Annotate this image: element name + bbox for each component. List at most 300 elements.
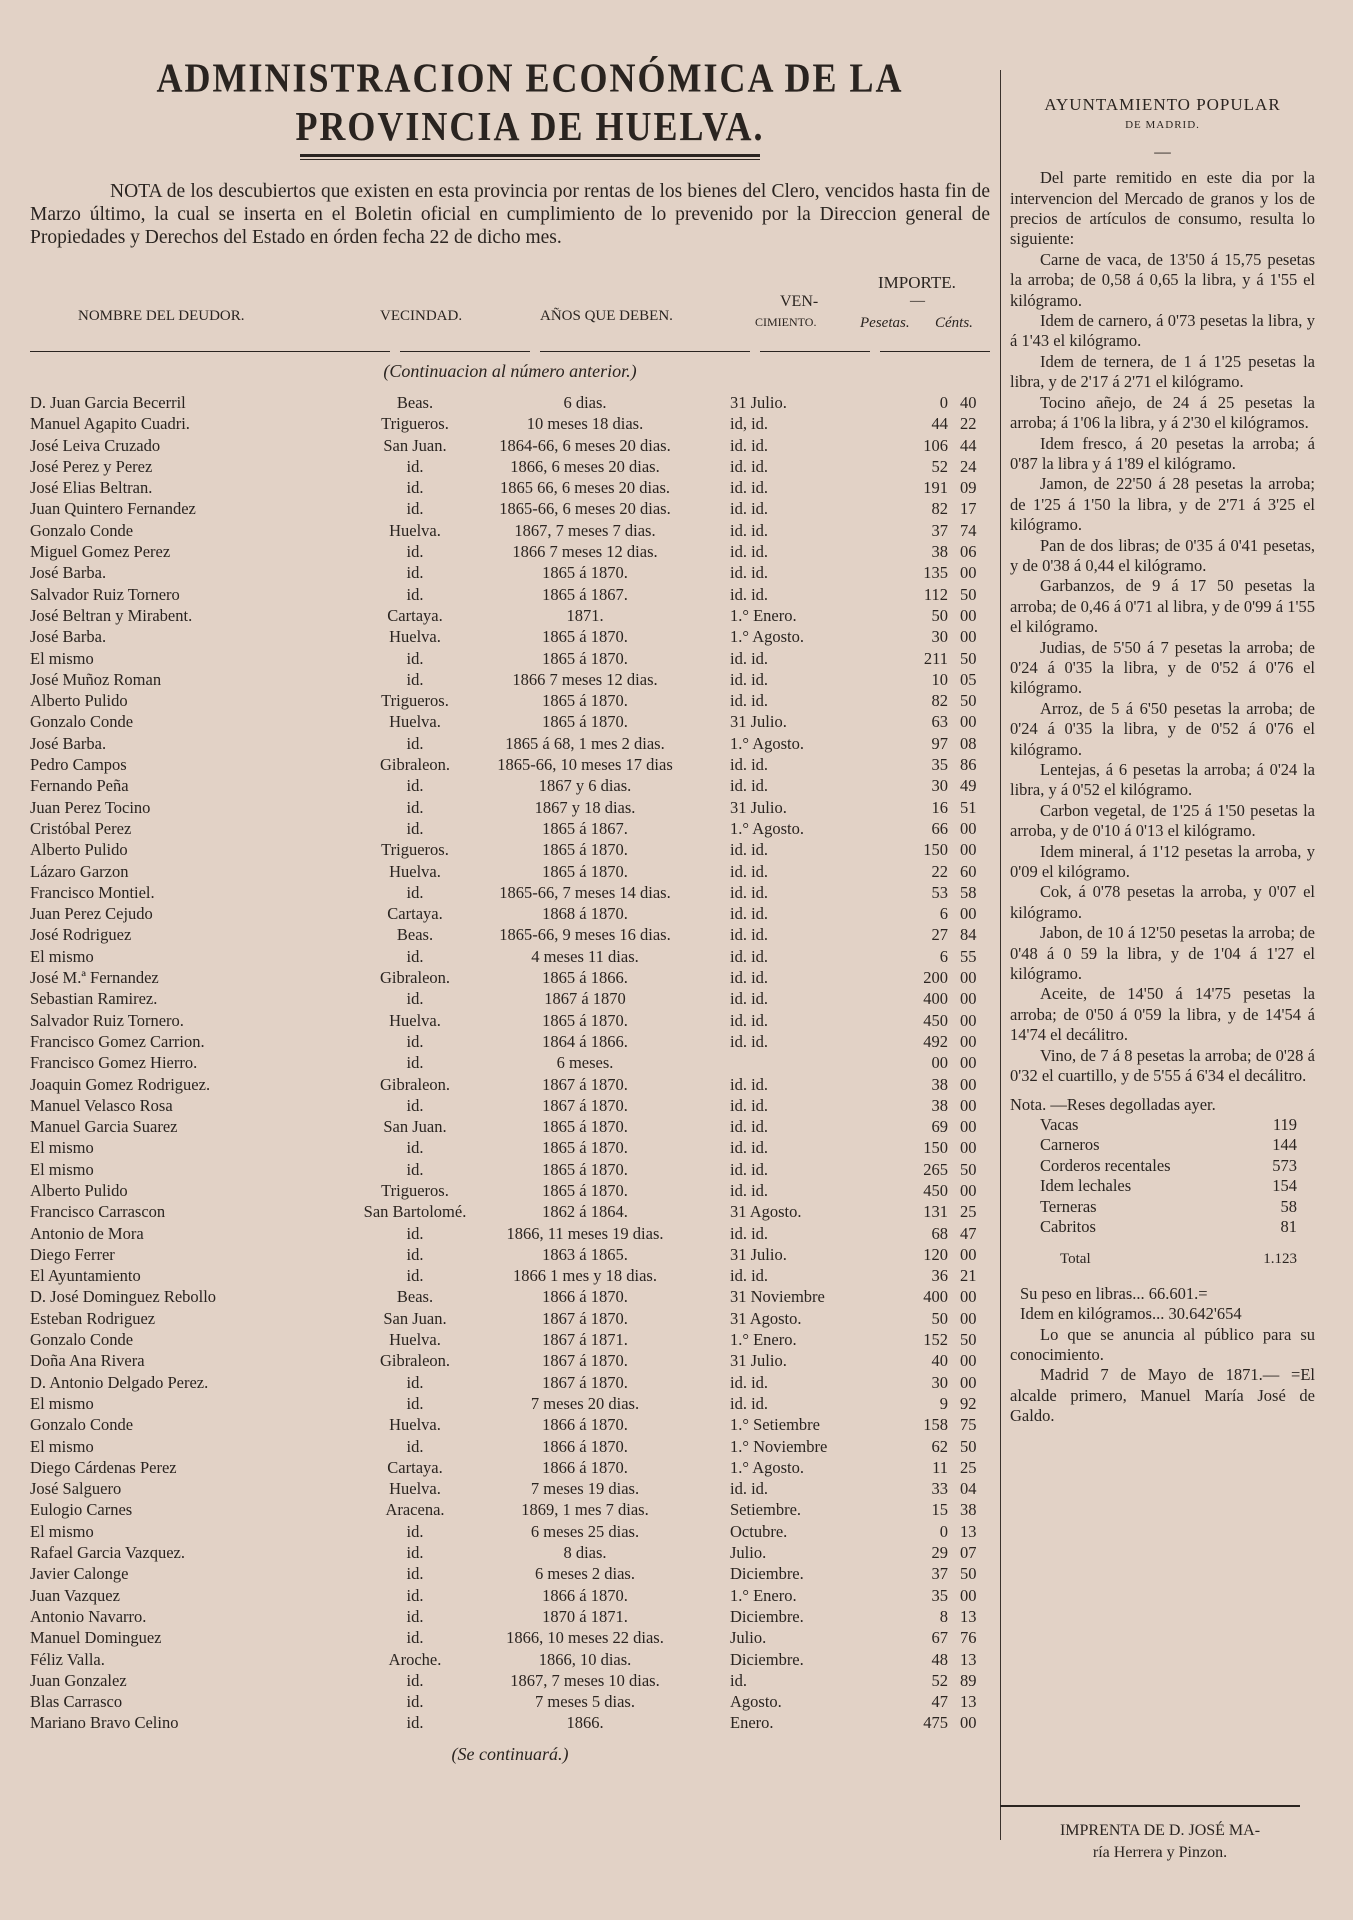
vecindad: Beas. — [396, 393, 434, 412]
debtor-name: Diego Cárdenas Perez — [30, 1457, 177, 1477]
reses-label: Corderos recentales — [1040, 1155, 1171, 1175]
centimos: 07 — [960, 1543, 977, 1563]
debtor-name: D. José Dominguez Rebollo — [30, 1287, 217, 1307]
vencimiento: id. id. — [730, 840, 769, 860]
debtor-name: José Barba. — [30, 563, 107, 583]
anos-que-deben: 1865 á 1870. — [542, 1180, 628, 1200]
debtor-name: Salvador Ruiz Tornero — [30, 584, 180, 604]
pesetas: 211 — [923, 648, 948, 668]
table-row — [30, 1670, 990, 1691]
table-row — [30, 733, 990, 754]
pesetas: 38 — [931, 1074, 948, 1094]
vencimiento: id. — [730, 1670, 747, 1690]
vencimiento: id. id. — [730, 520, 769, 540]
centimos: 00 — [960, 1117, 977, 1137]
table-row — [30, 775, 990, 796]
debtor-name: Gonzalo Conde — [30, 712, 134, 732]
vecindad: Huelva. — [389, 1010, 441, 1030]
centimos: 38 — [960, 1500, 977, 1520]
pesetas: 00 — [931, 1053, 948, 1073]
table-row — [30, 1372, 990, 1393]
imprenta-line-1: IMPRENTA DE D. JOSÉ MA- — [1059, 1822, 1261, 1839]
vencimiento: id. id. — [730, 1479, 769, 1499]
table-row — [30, 1712, 990, 1733]
price-paragraph: Arroz, de 5 á 6'50 pesetas la arroba; de 0'24 á 0'35 la libra, y de 0'52 á 0'76 el kilógramo. — [1010, 698, 1315, 759]
centimos: 75 — [960, 1415, 977, 1435]
anos-que-deben: 1865-66, 6 meses 20 dias. — [499, 499, 671, 519]
vencimiento: id. id. — [730, 968, 769, 988]
debtor-name: Blas Carrasco — [30, 1692, 123, 1712]
vencimiento: Enero. — [730, 1713, 774, 1733]
price-paragraph: Garbanzos, de 9 á 17 50 pesetas la arroba; de 0,46 á 0'71 al libra, y de 0'99 á 1'55 el kilógramo. — [1010, 576, 1315, 637]
anos-que-deben: 1869, 1 mes 7 dias. — [521, 1500, 649, 1520]
debtor-name: Manuel Agapito Cuadri. — [30, 414, 190, 434]
anos-que-deben: 1866 1 mes y 18 dias. — [513, 1266, 657, 1286]
centimos: 25 — [960, 1457, 977, 1477]
reses-count: 58 — [1280, 1196, 1297, 1216]
vencimiento: 1.° Noviembre — [730, 1436, 828, 1456]
table-row — [30, 946, 990, 967]
vencimiento: id. id. — [730, 456, 769, 476]
debtor-name: El Ayuntamiento — [30, 1266, 141, 1286]
debtor-name: José Barba. — [30, 733, 107, 753]
vencimiento: Agosto. — [730, 1692, 782, 1712]
table-row — [30, 1627, 990, 1648]
vecindad: id. — [406, 1031, 424, 1051]
price-paragraph: Del parte remitido en este dia por la intervencion del Mercado de granos y los de precios de artículos de consumo, resulta lo siguiente: — [1010, 168, 1315, 249]
pesetas: 200 — [923, 968, 948, 988]
table-row — [30, 1521, 990, 1542]
pesetas: 0 — [939, 393, 948, 412]
reses-label: Vacas — [1040, 1114, 1079, 1134]
table-row — [30, 520, 990, 541]
anuncio: Lo que se anuncia al público para su conocimiento. — [1010, 1324, 1315, 1364]
pesetas: 265 — [923, 1159, 948, 1179]
to-be-continued: (Se continuará.) — [451, 1743, 569, 1764]
vecindad: id. — [406, 1585, 424, 1605]
centimos: 00 — [960, 1308, 977, 1328]
vecindad: Aracena. — [385, 1500, 445, 1520]
vecindad: id. — [406, 1244, 424, 1264]
vecindad: id. — [406, 1564, 424, 1584]
centimos: 00 — [960, 989, 977, 1009]
vecindad: id. — [406, 1372, 424, 1392]
price-paragraph: Jabon, de 10 á 12'50 pesetas la arroba; de 0'48 á 0 59 la libra, y de 1'04 á 1'27 el kilógramo. — [1010, 923, 1315, 984]
pesetas: 8 — [939, 1606, 948, 1626]
centimos: 86 — [960, 755, 977, 775]
pesetas: 15 — [931, 1500, 948, 1520]
reses-row — [1010, 1115, 1315, 1135]
vecindad: id. — [406, 584, 424, 604]
vecindad: San Juan. — [383, 1117, 447, 1137]
table-row — [30, 924, 990, 945]
anos-que-deben: 1867, 7 meses 7 dias. — [514, 520, 656, 540]
debtor-name: José Rodriguez — [30, 925, 132, 945]
market-report — [1010, 85, 1315, 1427]
centimos: 50 — [960, 691, 977, 711]
table-row — [30, 1478, 990, 1499]
header-rule-5 — [880, 351, 990, 352]
centimos: 22 — [960, 414, 977, 434]
table-row — [30, 1010, 990, 1031]
anos-que-deben: 6 meses. — [556, 1053, 614, 1073]
vencimiento: Julio. — [730, 1543, 767, 1563]
reses-count: 573 — [1272, 1155, 1297, 1175]
imprenta — [1010, 1820, 1310, 1864]
table-row — [30, 1052, 990, 1073]
centimos: 17 — [960, 499, 977, 519]
centimos: 00 — [960, 1372, 977, 1392]
vencimiento: 1.° Agosto. — [730, 1457, 804, 1477]
table-row — [30, 1265, 990, 1286]
vencimiento: 1.° Enero. — [730, 605, 797, 625]
anos-que-deben: 1866 7 meses 12 dias. — [512, 542, 658, 562]
anos-que-deben: 1865 á 1870. — [542, 840, 628, 860]
price-paragraph: Cok, á 0'78 pesetas la arroba, y 0'07 el kilógramo. — [1010, 882, 1315, 922]
table-row — [30, 1329, 990, 1350]
centimos: 47 — [960, 1223, 977, 1243]
vecindad: San Juan. — [383, 1308, 447, 1328]
vencimiento: id. id. — [730, 435, 769, 455]
vecindad: Trigueros. — [381, 1180, 449, 1200]
vencimiento: 31 Agosto. — [730, 1308, 802, 1328]
vencimiento: id. id. — [730, 904, 769, 924]
pesetas: 30 — [931, 1372, 948, 1392]
vecindad: Huelva. — [389, 627, 441, 647]
debtor-name: Gonzalo Conde — [30, 1415, 134, 1435]
imprenta-rule — [1000, 1805, 1300, 1807]
debtor-name: Salvador Ruiz Tornero. — [30, 1010, 184, 1030]
vecindad: Huelva. — [389, 712, 441, 732]
vecindad: id. — [406, 1521, 424, 1541]
table-row — [30, 903, 990, 924]
anos-que-deben: 6 dias. — [563, 393, 607, 412]
centimos: 76 — [960, 1628, 977, 1648]
vencimiento: id, id. — [730, 414, 769, 434]
anos-que-deben: 1867 á 1870. — [542, 1308, 628, 1328]
pesetas: 30 — [931, 776, 948, 796]
centimos: 00 — [960, 904, 977, 924]
pesetas: 50 — [931, 1308, 948, 1328]
table-row — [30, 1606, 990, 1627]
vencimiento: id. id. — [730, 1117, 769, 1137]
table-row — [30, 754, 990, 775]
debtor-name: El mismo — [30, 648, 94, 668]
vecindad: id. — [406, 1138, 424, 1158]
debtor-name: Juan Gonzalez — [30, 1670, 127, 1690]
pesetas: 112 — [923, 584, 948, 604]
vencimiento: id. id. — [730, 755, 769, 775]
centimos: 00 — [960, 563, 977, 583]
vencimiento: 1.° Setiembre — [730, 1415, 820, 1435]
vencimiento: id. id. — [730, 669, 769, 689]
vencimiento: id. id. — [730, 478, 769, 498]
vecindad: id. — [406, 1053, 424, 1073]
anos-que-deben: 1866, 11 meses 19 dias. — [506, 1223, 664, 1243]
anos-que-deben: 1866 á 1870. — [542, 1415, 628, 1435]
debtor-name: Alberto Pulido — [30, 1180, 128, 1200]
anos-que-deben: 6 meses 25 dias. — [530, 1521, 640, 1541]
anos-que-deben: 1866, 10 dias. — [538, 1649, 632, 1669]
debtor-name: El mismo — [30, 1521, 94, 1541]
anos-que-deben: 1866, 6 meses 20 dias. — [510, 456, 660, 476]
pesetas: 400 — [923, 1287, 948, 1307]
debtor-name: Lázaro Garzon — [30, 861, 129, 881]
centimos: 00 — [960, 1244, 977, 1264]
vecindad: Trigueros. — [381, 414, 449, 434]
pesetas: 6 — [939, 946, 948, 966]
pesetas: 475 — [923, 1713, 948, 1733]
pesetas: 10 — [931, 669, 948, 689]
reses-row — [1010, 1176, 1315, 1196]
table-header — [30, 263, 990, 353]
vecindad: Huelva. — [389, 1330, 441, 1350]
vecindad: id. — [406, 733, 424, 753]
debtor-name: D. Juan Garcia Becerril — [30, 393, 186, 412]
centimos: 13 — [960, 1649, 977, 1669]
anos-que-deben: 1867, 7 meses 10 dias. — [510, 1670, 660, 1690]
pesetas: 33 — [931, 1479, 948, 1499]
debtor-name: Manuel Velasco Rosa — [30, 1095, 173, 1115]
anos-que-deben: 1865 á 1867. — [542, 818, 628, 838]
table-row — [30, 1031, 990, 1052]
debtor-name: Antonio Navarro. — [30, 1606, 147, 1626]
vecindad: id. — [406, 882, 424, 902]
price-paragraph: Aceite, de 14'50 á 14'75 pesetas la arroba; de 0'50 á 0'59 la libra, y de 14'54 á 14'74 el decálitro. — [1010, 984, 1315, 1045]
vencimiento: id. id. — [730, 1266, 769, 1286]
table-row — [30, 1180, 990, 1201]
vencimiento: 1.° Agosto. — [730, 627, 804, 647]
vecindad: id. — [406, 1713, 424, 1733]
vecindad: id. — [406, 1393, 424, 1413]
table-row — [30, 435, 990, 456]
vecindad: Huelva. — [389, 1479, 441, 1499]
vecindad: id. — [406, 669, 424, 689]
reses-row — [1010, 1156, 1315, 1176]
debtor-name: Cristóbal Perez — [30, 818, 132, 838]
anos-que-deben: 1865 á 1870. — [542, 861, 628, 881]
total-value: 1.123 — [1263, 1251, 1297, 1268]
anos-que-deben: 4 meses 11 dias. — [531, 946, 639, 966]
debtor-name: Francisco Gomez Carrion. — [30, 1031, 205, 1051]
pesetas: 47 — [931, 1692, 948, 1712]
vencimiento: id. id. — [730, 542, 769, 562]
debtor-table — [30, 392, 990, 1734]
debtor-name: Miguel Gomez Perez — [30, 542, 171, 562]
centimos: 24 — [960, 456, 977, 476]
vecindad: Gibraleon. — [379, 968, 451, 988]
centimos: 08 — [960, 733, 977, 753]
centimos: 51 — [960, 797, 977, 817]
vecindad: id. — [406, 1159, 424, 1179]
vecindad: Trigueros. — [381, 840, 449, 860]
vecindad: id. — [406, 818, 424, 838]
debtor-name: Fernando Peña — [30, 776, 129, 796]
anos-que-deben: 1864 á 1866. — [542, 1031, 628, 1051]
vecindad: Aroche. — [388, 1649, 442, 1669]
vencimiento: id. id. — [730, 1393, 769, 1413]
table-row — [30, 1563, 990, 1584]
debtor-name: Alberto Pulido — [30, 840, 128, 860]
centimos: 00 — [960, 1287, 977, 1307]
anos-que-deben: 1865-66, 9 meses 16 dias. — [499, 925, 671, 945]
header-anos: AÑOS QUE DEBEN. — [540, 308, 673, 324]
vencimiento: id. id. — [730, 1223, 769, 1243]
header-importe: IMPORTE. — [878, 273, 956, 292]
table-row — [30, 1457, 990, 1478]
anos-que-deben: 6 meses 2 dias. — [535, 1564, 635, 1584]
vecindad: id. — [406, 1670, 424, 1690]
centimos: 50 — [960, 1436, 977, 1456]
price-paragraph: Lentejas, á 6 pesetas la arroba; á 0'24 la libra, y á 0'52 el kilógramo. — [1010, 760, 1315, 800]
pesetas: 69 — [931, 1117, 948, 1137]
centimos: 49 — [960, 776, 977, 796]
centimos: 00 — [960, 1351, 977, 1371]
reses-count: 81 — [1280, 1216, 1297, 1236]
table-row — [30, 498, 990, 519]
vecindad: id. — [406, 1223, 424, 1243]
report-dash: — — [1154, 141, 1171, 161]
anos-que-deben: 1867 y 18 dias. — [534, 797, 636, 817]
anos-que-deben: 7 meses 20 dias. — [530, 1393, 640, 1413]
table-row — [30, 839, 990, 860]
vecindad: Huelva. — [389, 520, 441, 540]
pesetas: 6 — [939, 904, 948, 924]
price-paragraph: Idem mineral, á 1'12 pesetas la arroba, y 0'09 el kilógramo. — [1010, 841, 1315, 882]
vecindad: id. — [406, 1095, 424, 1115]
centimos: 21 — [960, 1266, 977, 1286]
pesetas: 30 — [931, 627, 948, 647]
pesetas: 16 — [931, 797, 948, 817]
header-vecindad: VECINDAD. — [380, 308, 463, 324]
centimos: 44 — [960, 435, 977, 455]
header-importe-dash: — — [910, 293, 925, 309]
pesetas: 0 — [939, 1521, 948, 1541]
vecindad: Beas. — [396, 925, 434, 945]
vencimiento: id. id. — [730, 691, 769, 711]
debtor-name: Gonzalo Conde — [30, 520, 134, 540]
vecindad: Beas. — [396, 1287, 434, 1307]
anos-que-deben: 1865 á 68, 1 mes 2 dias. — [505, 733, 665, 753]
vecindad: id. — [406, 946, 424, 966]
centimos: 00 — [960, 605, 977, 625]
vecindad: Cartaya. — [387, 1457, 443, 1477]
reses-count: 154 — [1272, 1176, 1297, 1196]
centimos: 00 — [960, 840, 977, 860]
centimos: 50 — [960, 648, 977, 668]
centimos: 40 — [960, 393, 977, 412]
price-paragraph: Carne de vaca, de 13'50 á 15,75 pesetas la arroba; de 0,58 á 0,65 la libra, y á 1'55 el kilógramo. — [1010, 249, 1315, 310]
pesetas: 44 — [931, 414, 948, 434]
header-venc-2: CIMIENTO. — [755, 315, 817, 329]
debtor-name: Pedro Campos — [30, 755, 127, 775]
reses-row — [1010, 1135, 1315, 1155]
table-row — [30, 988, 990, 1009]
reses-row — [1010, 1197, 1315, 1217]
price-paragraph: Jamon, de 22'50 á 28 pesetas la arroba; de 1'25 á 1'50 la libra, y de 2'71 á 3'25 el kilógramo. — [1010, 474, 1315, 535]
vencimiento: id. id. — [730, 1031, 769, 1051]
anos-que-deben: 10 meses 18 dias. — [526, 414, 644, 434]
centimos: 13 — [960, 1692, 977, 1712]
vecindad: id. — [406, 1266, 424, 1286]
header-venc-1: VEN- — [780, 293, 819, 310]
centimos: 00 — [960, 1010, 977, 1030]
vencimiento: Diciembre. — [730, 1649, 804, 1669]
centimos: 00 — [960, 1713, 977, 1733]
price-paragraph: Idem fresco, á 20 pesetas la arroba; á 0'87 la libra y á 1'89 el kilógramo. — [1010, 433, 1315, 473]
table-row — [30, 1542, 990, 1563]
table-row — [30, 1649, 990, 1670]
pesetas: 450 — [923, 1180, 948, 1200]
debtor-name: Francisco Gomez Hierro. — [30, 1053, 198, 1073]
table-row — [30, 562, 990, 583]
centimos: 74 — [960, 520, 977, 540]
centimos: 00 — [960, 1053, 977, 1073]
pesetas: 36 — [931, 1266, 948, 1286]
pesetas: 27 — [931, 925, 948, 945]
vecindad: id. — [406, 797, 424, 817]
pesetas: 52 — [931, 1670, 948, 1690]
anos-que-deben: 1868 á 1870. — [542, 904, 628, 924]
anos-que-deben: 1864-66, 6 meses 20 dias. — [499, 435, 671, 455]
pesetas: 11 — [932, 1457, 948, 1477]
centimos: 04 — [960, 1479, 977, 1499]
table-row — [30, 1286, 990, 1307]
vencimiento: 1.° Enero. — [730, 1585, 797, 1605]
table-row — [30, 392, 990, 413]
price-paragraph: Idem de ternera, de 1 á 1'25 pesetas la libra, y de 2'17 á 2'71 el kilógramo. — [1010, 351, 1315, 392]
header-cents: Cénts. — [935, 315, 973, 331]
reses-label: Terneras — [1040, 1196, 1097, 1216]
anos-que-deben: 1865 á 1870. — [542, 1138, 628, 1158]
reses-row — [1010, 1217, 1315, 1237]
anos-que-deben: 1867 á 1870. — [542, 1095, 628, 1115]
pesetas: 68 — [931, 1223, 948, 1243]
table-row — [30, 626, 990, 647]
table-row — [30, 711, 990, 732]
vecindad: id. — [406, 563, 424, 583]
centimos: 58 — [960, 882, 977, 902]
table-row — [30, 1691, 990, 1712]
pesetas: 400 — [923, 989, 948, 1009]
vecindad: id. — [406, 1692, 424, 1712]
vecindad: Gibraleon. — [379, 1351, 451, 1371]
debtor-name: Juan Vazquez — [30, 1585, 120, 1605]
reses-label: Cabritos — [1040, 1216, 1096, 1236]
anos-que-deben: 1865 á 1870. — [542, 1117, 628, 1137]
vencimiento: id. id. — [730, 1095, 769, 1115]
price-paragraph: Carbon vegetal, de 1'25 á 1'50 pesetas la arroba, y de 0'10 á 0'13 el kilógramo. — [1010, 800, 1315, 841]
anos-que-deben: 8 dias. — [563, 1543, 607, 1563]
pesetas: 29 — [931, 1543, 948, 1563]
table-row — [30, 1308, 990, 1329]
pesetas: 35 — [931, 1585, 948, 1605]
anos-que-deben: 7 meses 5 dias. — [535, 1692, 635, 1712]
vencimiento: 31 Julio. — [730, 797, 787, 817]
pesetas: 38 — [931, 1095, 948, 1115]
table-row — [30, 1095, 990, 1116]
report-subtitle: DE MADRID. — [1125, 119, 1200, 132]
anos-que-deben: 1865 á 1870. — [542, 1010, 628, 1030]
vencimiento: 31 Julio. — [730, 1244, 787, 1264]
pesetas: 135 — [923, 563, 948, 583]
pesetas: 97 — [931, 733, 948, 753]
anos-que-deben: 1870 á 1871. — [542, 1606, 628, 1626]
vencimiento: id. id. — [730, 1372, 769, 1392]
price-paragraph: Pan de dos libras; de 0'35 á 0'41 pesetas, y de 0'38 á 0,44 el kilógramo. — [1010, 535, 1315, 575]
centimos: 25 — [960, 1202, 977, 1222]
pesetas: 131 — [923, 1202, 948, 1222]
